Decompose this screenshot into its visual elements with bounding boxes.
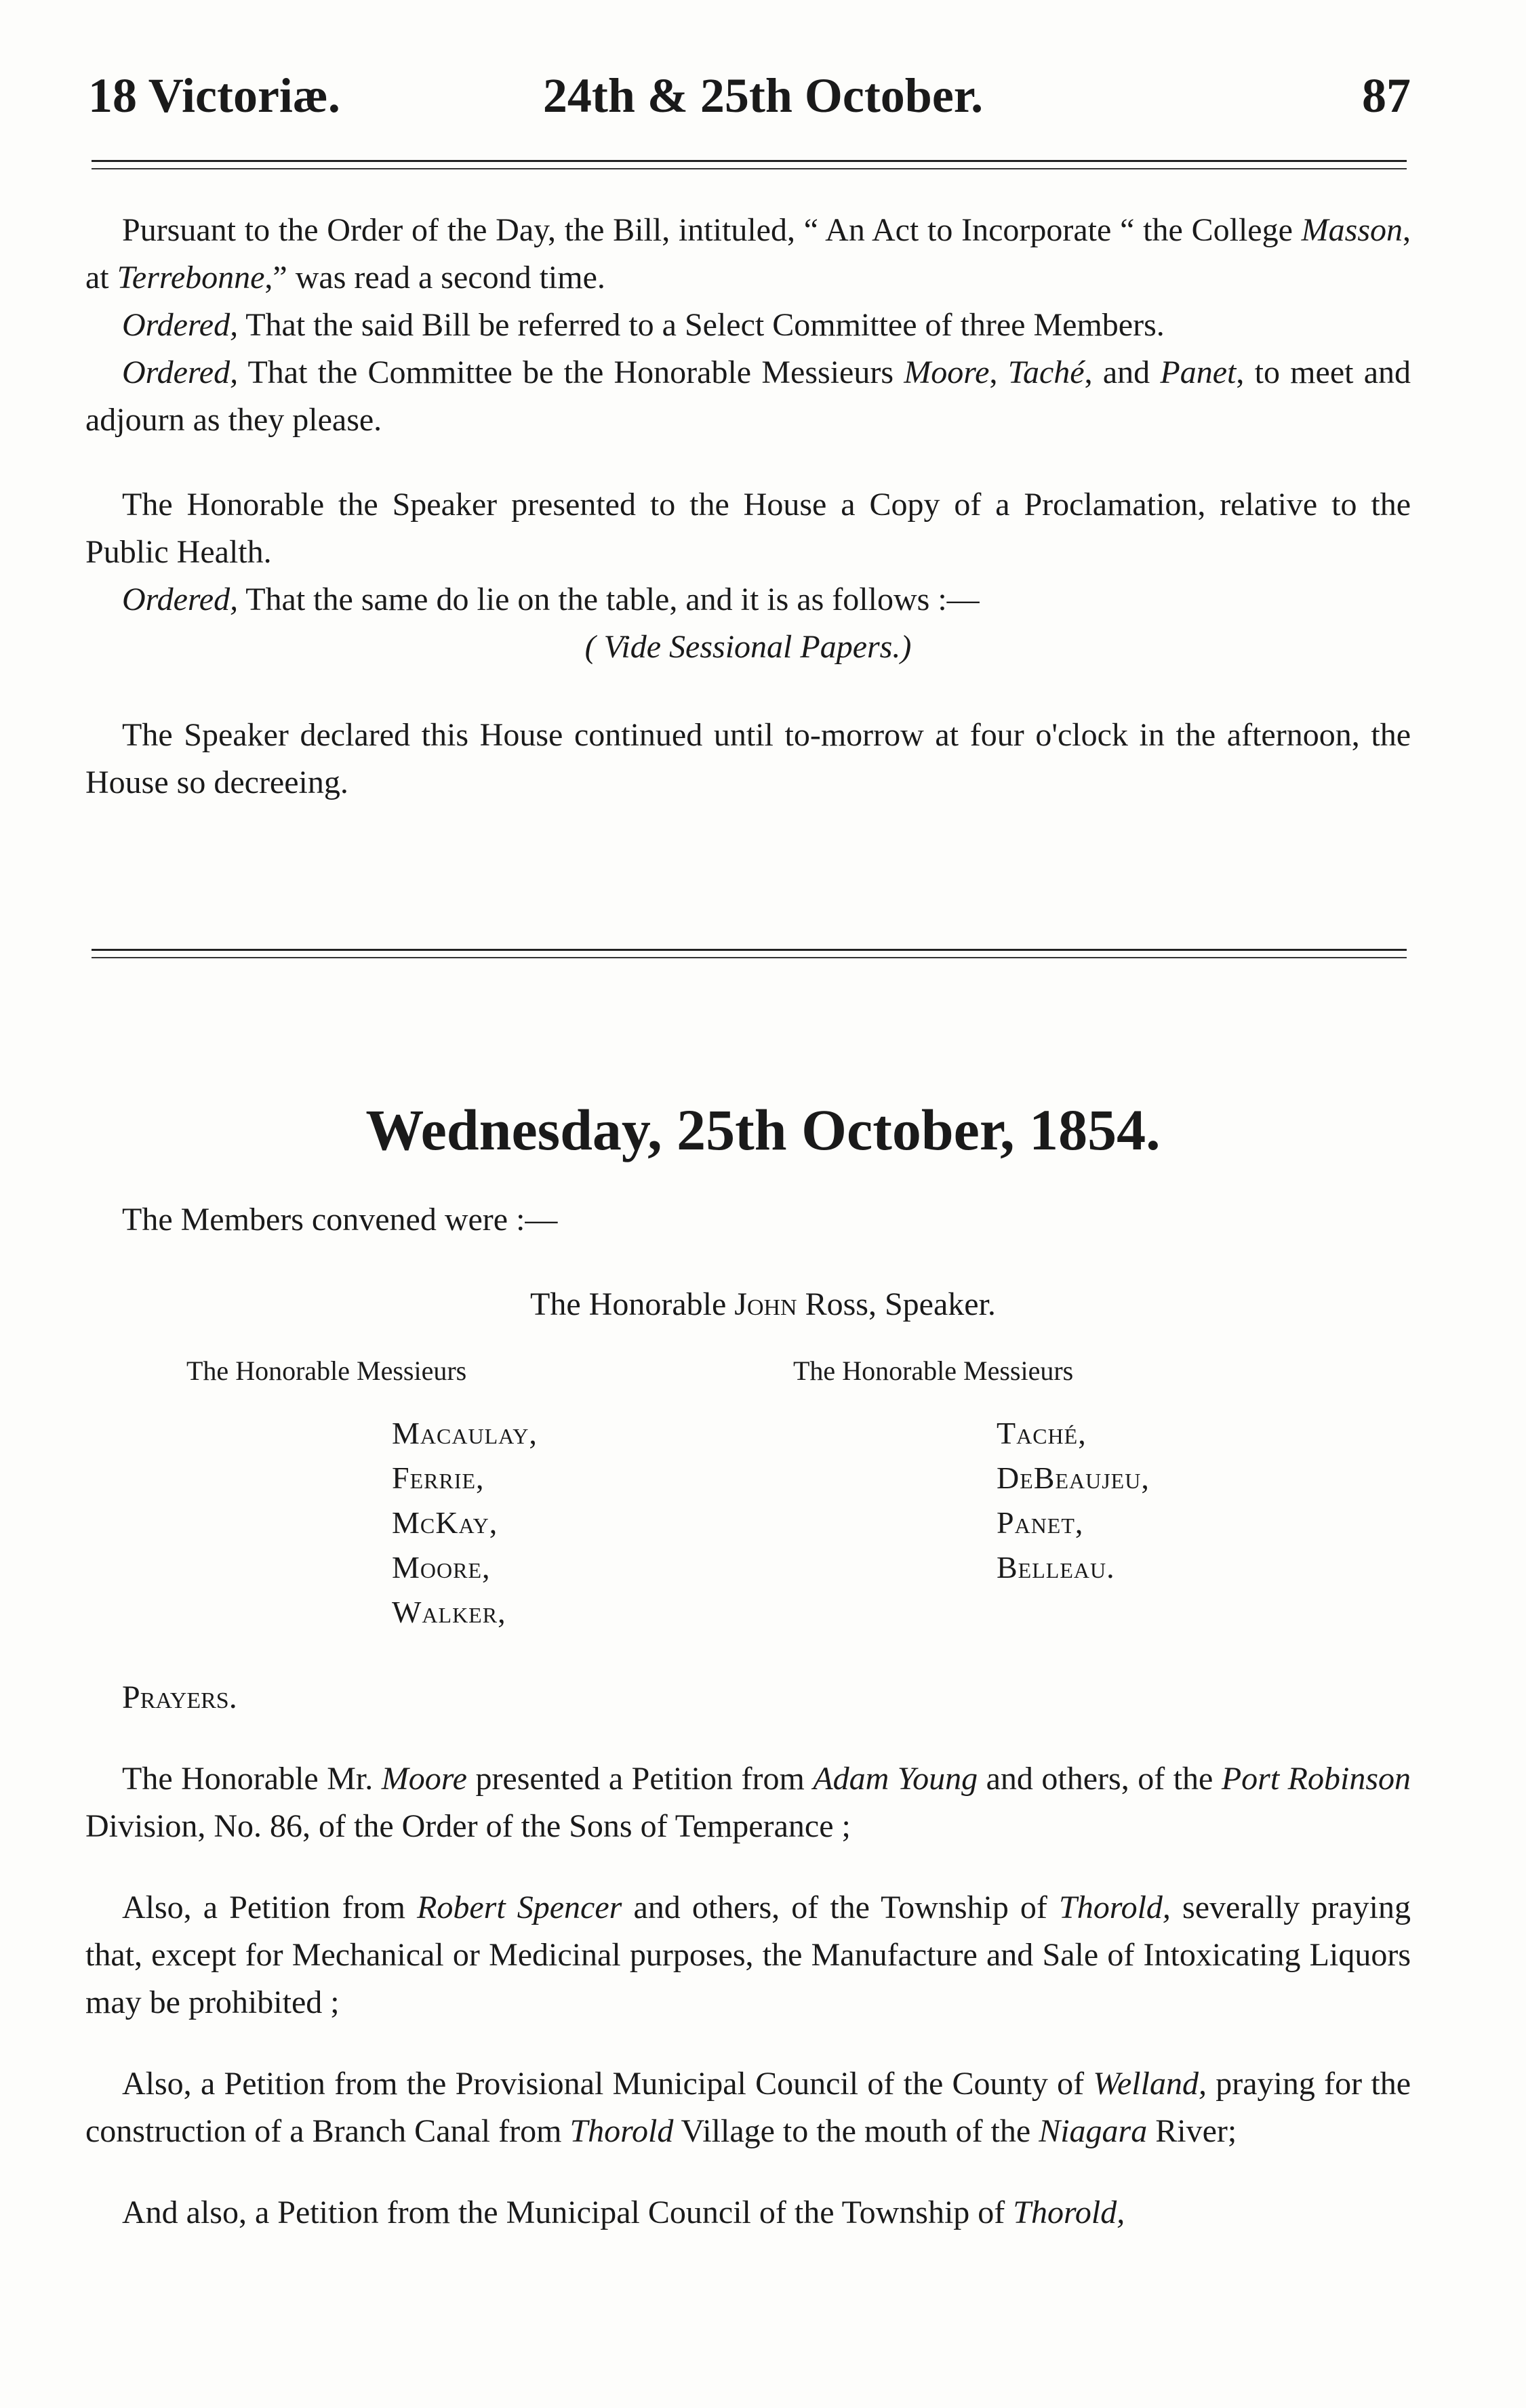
section-rule: [92, 949, 1407, 951]
vide-sessional-papers: ( Vide Sessional Papers.): [584, 629, 912, 665]
member-name: Ferrie,: [392, 1461, 485, 1495]
petition-robert-spencer: Also, a Petition from Robert Spencer and others, of the Township of Thorold, severally praying that, except for Mechanical or Medicinal purposes, the Manufacture and Sale of Intoxicating Liquors may be prohibited ;: [85, 1890, 1411, 2020]
right-column-heading: The Honorable Messieurs: [793, 1355, 1074, 1386]
member-name: DeBeaujeu,: [997, 1461, 1150, 1495]
ordered-lie-on-table: Ordered, That the same do lie on the table, and it is as follows :—: [122, 581, 980, 617]
page-number: 87: [1362, 68, 1411, 123]
petition-thorold-council: And also, a Petition from the Municipal Council of the Township of Thorold,: [122, 2195, 1125, 2230]
member-name: McKay,: [392, 1505, 498, 1540]
member-name: Taché,: [997, 1416, 1087, 1450]
second-reading-entry: [85, 207, 1411, 444]
ordered-committee-members: Ordered, That the Committee be the Honorable Messieurs Moore, Taché, and Panet, to meet and adjourn as they please.: [85, 354, 1411, 438]
running-header: [0, 65, 1526, 126]
right-member-list: [997, 1411, 1150, 1590]
proclamation-entry: [85, 481, 1411, 671]
header-rule-thin: [92, 168, 1407, 169]
member-name: Macaulay,: [392, 1416, 538, 1450]
left-column-heading: The Honorable Messieurs: [186, 1355, 467, 1386]
petition-welland-council: Also, a Petition from the Provisional Municipal Council of the County of Welland, praying for the construction of a Branch Canal from Thorold Village to the mouth of the Niagara River;: [85, 2066, 1411, 2149]
proclamation-paragraph: The Honorable the Speaker presented to the House a Copy of a Proclamation, relative to the Public Health.: [85, 487, 1411, 570]
header-dates: 24th & 25th October.: [542, 68, 984, 123]
section-title: Wednesday, 25th October, 1854.: [365, 1097, 1161, 1162]
header-rule: [92, 160, 1407, 162]
petition-adam-young: The Honorable Mr. Moore presented a Petition from Adam Young and others, of the Port Robinson Division, No. 86, of the Order of the Sons of Temperance ;: [85, 1761, 1411, 1844]
speaker-line: The Honorable John Ross, Speaker.: [530, 1286, 996, 1322]
bill-reading-paragraph: Pursuant to the Order of the Day, the Bill, intituled, “ An Act to Incorporate “ the College Masson, at Terrebonne,” was read a second time.: [85, 212, 1411, 295]
member-name: Panet,: [997, 1505, 1084, 1540]
adjournment-paragraph: The Speaker declared this House continued until to-morrow at four o'clock in the afternoon, the House so decreeing.: [85, 717, 1411, 800]
prayers-line: Prayers.: [122, 1679, 237, 1715]
members-convened: The Members convened were :—: [122, 1202, 558, 1238]
member-name: Walker,: [392, 1595, 506, 1629]
member-name: Moore,: [392, 1550, 491, 1585]
adjournment-entry: [85, 712, 1411, 807]
petitions-entries: [85, 1755, 1411, 2237]
ordered-select-committee: Ordered, That the said Bill be referred to a Select Committee of three Members.: [122, 307, 1165, 343]
section-rule-thin: [92, 957, 1407, 958]
member-name: Belleau.: [997, 1550, 1115, 1585]
left-member-list: [392, 1411, 538, 1635]
header-regnal-year: 18 Victoriæ.: [88, 68, 340, 123]
